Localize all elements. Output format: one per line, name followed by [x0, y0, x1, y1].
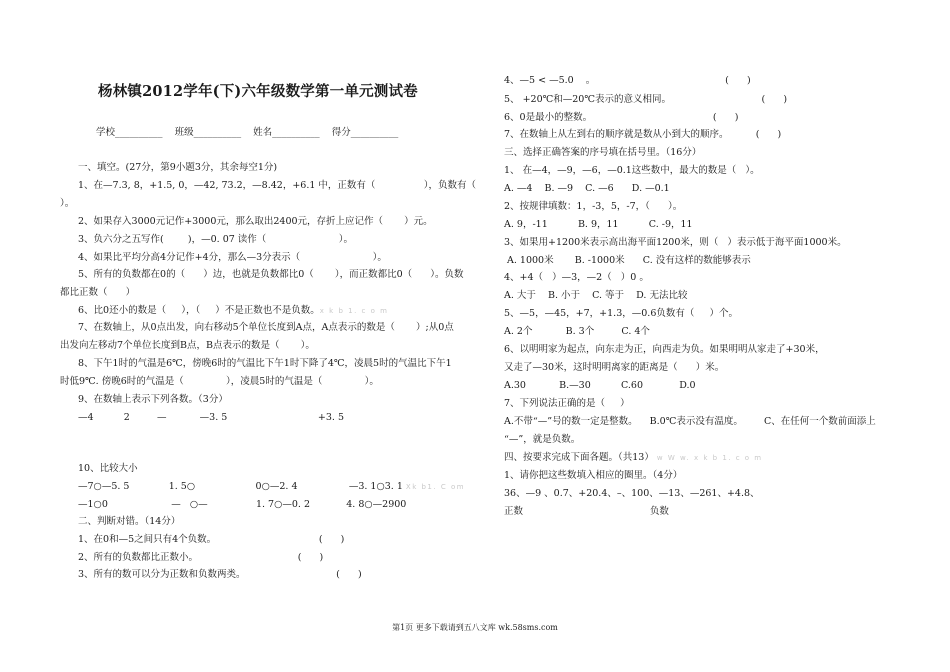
- watermark: Xk b1. C om: [405, 483, 466, 491]
- choice-options: A.不带“—”号的数一定是整数。 B.0℃表示没有温度。 C、在任何一个数前面添上: [504, 416, 876, 427]
- choice-options: A. 9，-11 B. 9，11 C. -9，11: [504, 219, 693, 230]
- question-line: 7、在数轴上，从0点出发，向右移动5个单位长度到A点，A点表示的数是（ ）;从0点: [78, 322, 454, 333]
- compare-heading: 10、比较大小: [78, 463, 138, 474]
- section-3-heading: 三、选择正确答案的序号填在括号里。（16分）: [504, 147, 702, 158]
- true-false-item: 1、在0和—5之间只有4个负数。 ( ): [78, 534, 345, 545]
- choice-options: A. 2个 B. 3个 C. 4个: [504, 326, 650, 337]
- choice-options: A.30 B.—30 C.60 D.0: [504, 380, 696, 391]
- watermark: w W w. x k b 1. c o m: [656, 454, 763, 462]
- task-question: 1、请你把这些数填入相应的圈里。（4分）: [504, 470, 683, 481]
- question-line: 5、所有的负数都在0的（ ）边，也就是负数都比0（ ），而正数都比0（ ）。负数: [78, 269, 464, 280]
- section-4-heading: 四、按要求完成下面各题。（共13） w W w. x k b 1. c o m: [504, 452, 763, 463]
- watermark: x k b 1. c o m: [319, 307, 389, 315]
- true-false-item: 5、 +20℃和—20℃表示的意义相同。 ( ): [504, 94, 788, 105]
- choice-question: 5、—5，—45，+7，+1.3，—0.6负数有（ ）个。: [504, 308, 738, 319]
- page-footer: 第1页 更多下载请到五八文库 wk.58sms.com: [392, 623, 558, 632]
- true-false-item: 4、—5 < —5.0 。 ( ): [504, 75, 751, 86]
- choice-question: 6、以明明家为起点，向东走为正，向西走为负。如果明明从家走了+30米，: [504, 344, 825, 355]
- exam-title: 杨林镇2012学年(下)六年级数学第一单元测试卷: [98, 83, 418, 100]
- true-false-item: 7、在数轴上从左到右的顺序就是数从小到大的顺序。 ( ): [504, 129, 782, 140]
- section-1-heading: 一、填空。(27分，第9小题3分，其余每空1分): [78, 162, 278, 173]
- question-line: 8、下午1时的气温是6℃，傍晚6时的气温比下午1时下降了4℃，凌晨5时的气温比下午1: [78, 358, 452, 369]
- question-line: 9、在数轴上表示下列各数。（3分）: [78, 394, 228, 405]
- true-false-item: 3、所有的数可以分为正数和负数两类。 ( ): [78, 569, 362, 580]
- question-line: 时低9℃. 傍晚6时的气温是（ ），凌晨5时的气温是（ ）。: [60, 376, 379, 387]
- circle-labels: 正数 负数: [504, 506, 669, 517]
- question-line: 都比正数（ ）: [60, 287, 136, 298]
- true-false-item: 6、0是最小的整数。 ( ): [504, 112, 739, 123]
- choice-question: 2、按规律填数：1，-3，5，-7，（ ）。: [504, 201, 683, 212]
- choice-question: 1、 在—4，—9，—6，—0.1这些数中，最大的数是（ ）。: [504, 165, 760, 176]
- question-line: 1、在—7.3, 8，+1.5, 0，—42, 73.2，—8.42，+6.1 中，正数有（ ），负数有（: [78, 180, 476, 191]
- true-false-item: 2、所有的负数都比正数小。 ( ): [78, 552, 324, 563]
- compare-row: —7○—5. 5 1. 5○ 0○—2. 4 —3. 1○3. 1 Xk b1. C om: [78, 481, 466, 492]
- choice-options: A. 1000米 B. -1000米 C. 没有这样的数能够表示: [504, 255, 751, 266]
- student-info-line: 学校__________ 班级__________ 姓名__________ 得分__________: [96, 127, 399, 138]
- question-line: 出发向左移动7个单位长度到B点，B点表示的数是（ ）。: [60, 340, 315, 351]
- choice-question: 7、下列说法正确的是（ ）: [504, 398, 630, 409]
- choice-question: 4、+4（ ）—3，—2（ ）0 。: [504, 272, 649, 283]
- section-2-heading: 二、判断对错。（14分）: [78, 516, 181, 527]
- number-line-values: —4 2 — —3. 5 +3. 5: [78, 412, 344, 423]
- choice-question: 3、如果用+1200米表示高出海平面1200米，则（ ）表示低于海平面1000米。: [504, 237, 847, 248]
- question-line: ）。: [60, 198, 75, 209]
- choice-options: A. —4 B. —9 C. —6 D. —0.1: [504, 183, 670, 194]
- choice-options: “—”，就是负数。: [504, 434, 581, 445]
- choice-question: 又走了—30米，这时明明离家的距离是（ ）米。: [504, 362, 725, 373]
- question-line: 2、如果存入3000元记作+3000元，那么取出2400元，存折上应记作（ ）元。: [78, 216, 433, 227]
- question-line: 6、比0还小的数是（ ），（ ）不是正数也不是负数。x k b 1. c o m: [78, 305, 389, 316]
- question-line: 4、如果比平均分高4分记作+4分，那么—3分表示（ ）。: [78, 252, 387, 263]
- question-line: 3、负六分之五写作( )，—0. 07 读作（ ）。: [78, 234, 354, 245]
- choice-options: A. 大于 B. 小于 C. 等于 D. 无法比较: [504, 290, 688, 301]
- number-list: 36、—9 、0.7、+20.4、–、100、—13、—261、+4.8、: [504, 488, 760, 499]
- compare-row: —1○0 — ○— 1. 7○—0. 2 4. 8○—2900: [78, 499, 407, 510]
